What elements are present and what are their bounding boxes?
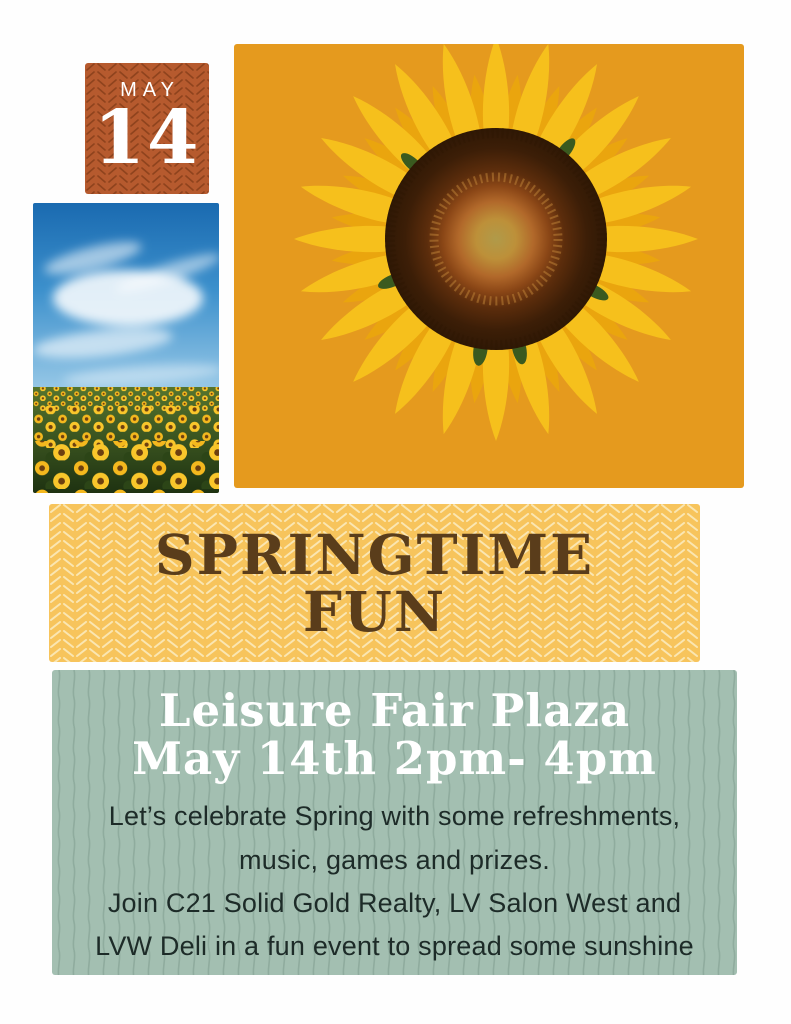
event-info-panel [52,670,737,975]
field-photo-illustration [33,203,219,493]
title-line1: SPRINGTIME [154,521,595,587]
sunflower-heads [33,387,219,493]
title-line2: FUN [302,579,447,644]
sunflower-field-photo [33,203,219,493]
title-banner [49,504,700,662]
calendar-month: MAY [120,79,180,101]
event-description-line: Join C21 Solid Gold Realty, LV Salon West and [107,887,682,918]
calendar-day: 14 [93,95,201,181]
event-heading [52,670,737,785]
event-description-line: music, games and prizes. [239,844,550,875]
calendar-date-card [85,63,209,194]
sunflower-hero-image [234,44,744,488]
event-datetime: May 14th 2pm- 4pm [132,731,657,785]
poster-title [49,504,700,662]
event-venue: Leisure Fair Plaza [158,684,631,737]
event-description-line: LVW Deli in a fun event to spread some sunshine [95,930,694,961]
event-description-line: Let’s celebrate Spring with some refreshments, [108,801,681,832]
sunflower-illustration [234,44,744,488]
event-description [52,795,737,968]
